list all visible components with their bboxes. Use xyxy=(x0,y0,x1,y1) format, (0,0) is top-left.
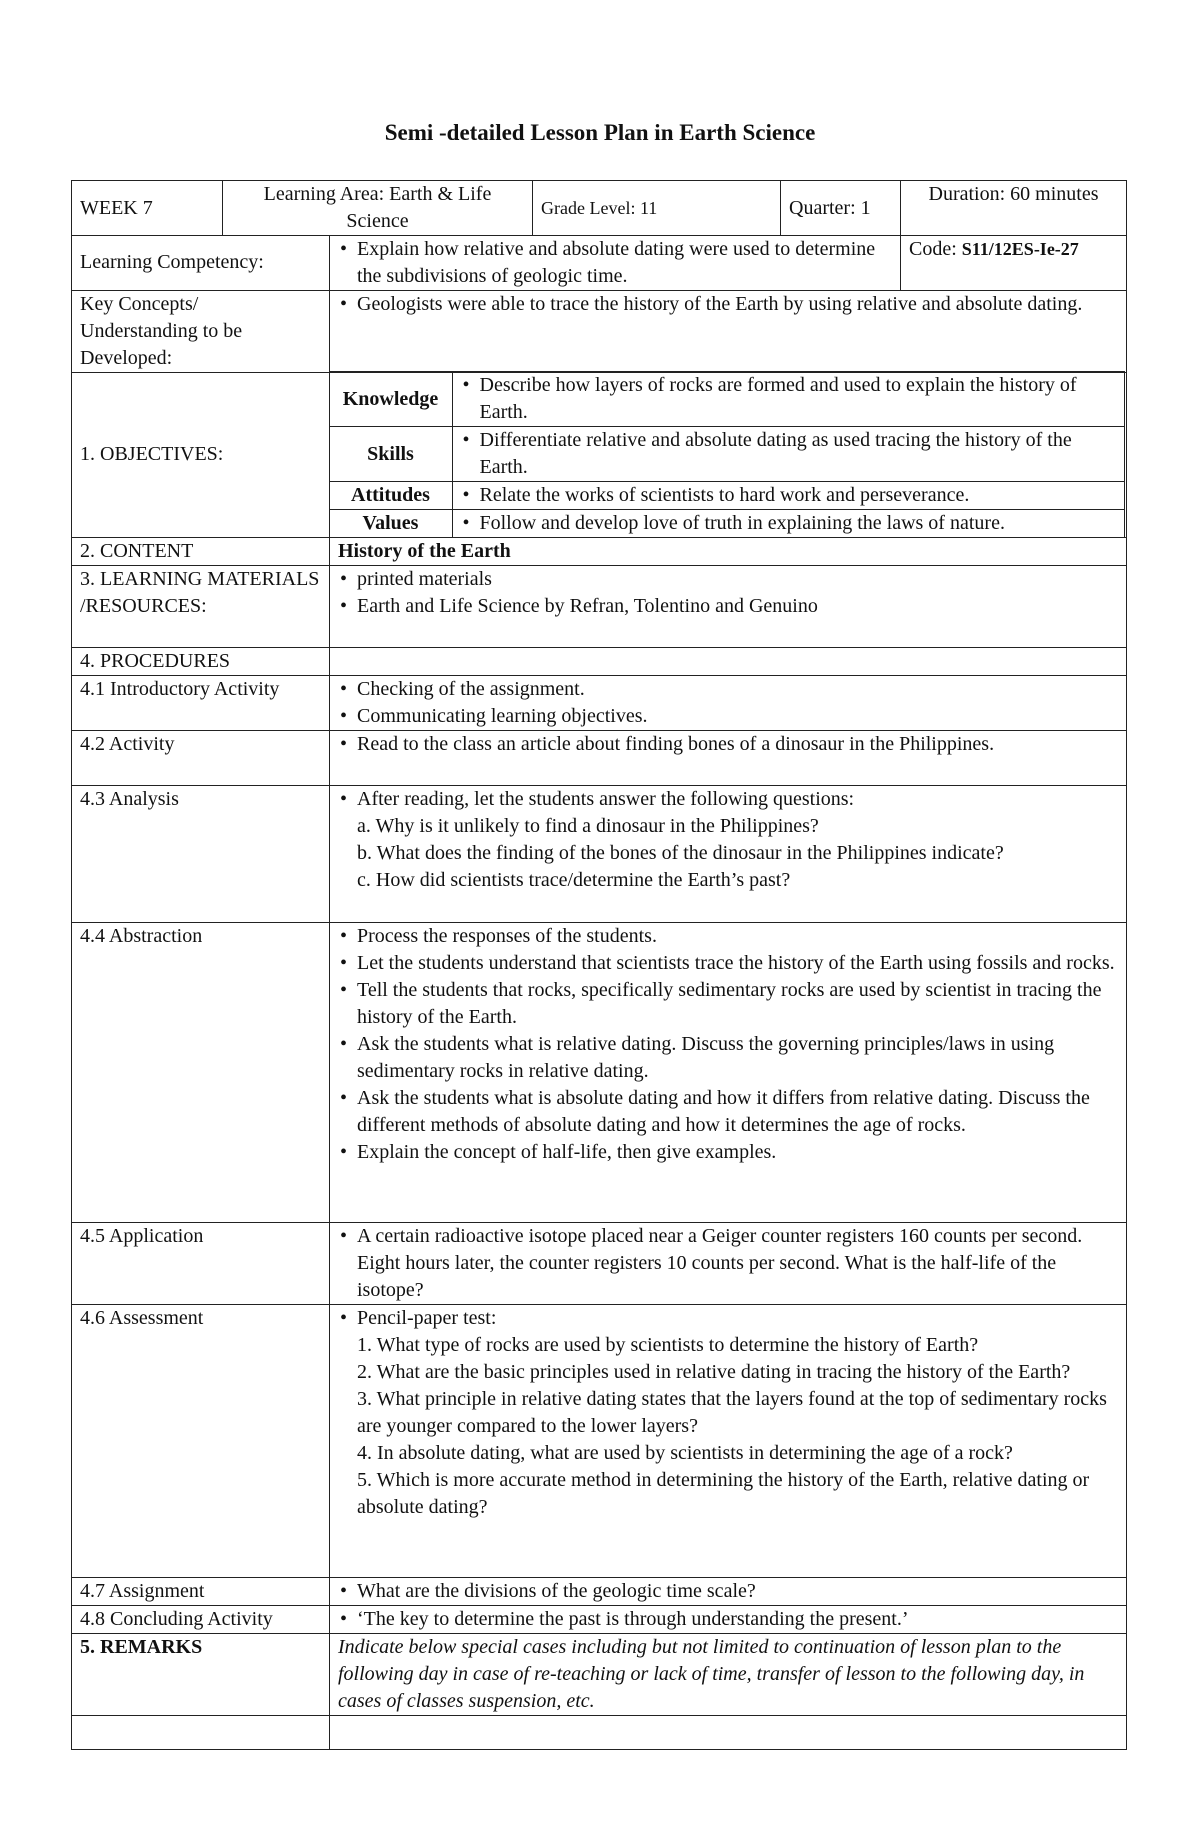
activity-label: 4.2 Activity xyxy=(72,730,330,785)
key-concepts-label: Key Concepts/ Understanding to be Developed: xyxy=(72,290,330,372)
assessment-label: 4.6 Assessment xyxy=(72,1304,330,1577)
objective-domain-skills: Skills xyxy=(329,427,452,482)
document-title: Semi -detailed Lesson Plan in Earth Science xyxy=(384,120,816,145)
concluding-item: • ‘The key to determine the past is through understanding the present.’ xyxy=(338,1606,1118,1633)
learning-area-cell: Learning Area: Earth & Life Science xyxy=(223,181,533,236)
objective-text-attitudes: • Relate the works of scientists to hard work and perseverance. xyxy=(461,482,1116,509)
assessment-question: 1. What type of rocks are used by scientists to determine the history of Earth? xyxy=(357,1333,979,1356)
remarks-empty-left xyxy=(72,1715,330,1749)
code-cell xyxy=(901,235,1127,290)
abstraction-item: • Let the students understand that scientists trace the history of the Earth using fossils and rocks. xyxy=(338,950,1118,977)
assessment-question: 3. What principle in relative dating states that the layers found at the top of sedimentary rocks are younger compared to the lower layers? xyxy=(357,1387,1107,1437)
objective-text-skills: • Differentiate relative and absolute dating as used tracing the history of the Earth. xyxy=(461,427,1116,481)
intro-item: • Checking of the assignment. xyxy=(338,676,1118,703)
assessment-question: 2. What are the basic principles used in relative dating in tracing the history of the Earth? xyxy=(357,1360,1071,1383)
code-label: Code: xyxy=(909,237,957,260)
procedures-empty xyxy=(330,647,1127,675)
objective-domain-knowledge: Knowledge xyxy=(329,372,452,427)
materials-item: • printed materials xyxy=(338,566,1118,593)
materials-item: • Earth and Life Science by Refran, Tolentino and Genuino xyxy=(338,593,1118,620)
assessment-question: 5. Which is more accurate method in determining the history of the Earth, relative dating or absolute dating? xyxy=(357,1468,1090,1518)
objectives-table xyxy=(329,371,1125,538)
materials-label: 3. LEARNING MATERIALS /RESOURCES: xyxy=(72,565,330,647)
application-label: 4.5 Application xyxy=(72,1222,330,1304)
intro-label: 4.1 Introductory Activity xyxy=(72,675,330,730)
abstraction-item: • Explain the concept of half-life, then give examples. xyxy=(338,1139,1118,1166)
analysis-lead: • After reading, let the students answer the following questions: xyxy=(338,786,1118,813)
assignment-label: 4.7 Assignment xyxy=(72,1577,330,1605)
abstraction-item: • Ask the students what is absolute dating and how it differs from relative dating. Discuss the different methods of absolute dating and how it determines the age of rocks. xyxy=(338,1085,1118,1139)
remarks-label: 5. REMARKS xyxy=(72,1633,330,1715)
abstraction-item: • Process the responses of the students. xyxy=(338,923,1118,950)
assignment-item: • What are the divisions of the geologic time scale? xyxy=(338,1578,1118,1605)
remarks-text: Indicate below special cases including but not limited to continuation of lesson plan to the following day in case of re-teaching or lack of time, transfer of lesson to the following day, in cases of classes suspension, etc. xyxy=(330,1633,1127,1715)
abstraction-item: • Tell the students that rocks, specifically sedimentary rocks are used by scientist in tracing the history of the Earth. xyxy=(338,977,1118,1031)
intro-item: • Communicating learning objectives. xyxy=(338,703,1118,730)
concluding-label: 4.8 Concluding Activity xyxy=(72,1605,330,1633)
competency-text: • Explain how relative and absolute dating were used to determine the subdivisions of geologic time. xyxy=(338,236,892,290)
analysis-label: 4.3 Analysis xyxy=(72,785,330,922)
objective-domain-attitudes: Attitudes xyxy=(329,482,452,510)
activity-item: • Read to the class an article about finding bones of a dinosaur in the Philippines. xyxy=(338,731,1118,758)
key-concepts-text: • Geologists were able to trace the history of the Earth by using relative and absolute dating. xyxy=(338,291,1118,318)
quarter-cell: Quarter: 1 xyxy=(781,181,901,236)
analysis-question: c. How did scientists trace/determine the Earth’s past? xyxy=(357,868,791,891)
content-label: 2. CONTENT xyxy=(72,537,330,565)
lesson-plan-table xyxy=(71,180,1126,1750)
analysis-question: a. Why is it unlikely to find a dinosaur in the Philippines? xyxy=(357,814,819,837)
duration-cell: Duration: 60 minutes xyxy=(901,181,1127,236)
application-item: • A certain radioactive isotope placed near a Geiger counter registers 160 counts per second. Eight hours later, the counter registers 10 counts per second. What is the half-life of the isotope? xyxy=(338,1223,1118,1304)
objective-text-values: • Follow and develop love of truth in explaining the laws of nature. xyxy=(461,510,1116,537)
objective-text-knowledge: • Describe how layers of rocks are formed and used to explain the history of Earth. xyxy=(461,372,1116,426)
remarks-empty-right xyxy=(330,1715,1127,1749)
competency-label: Learning Competency: xyxy=(72,235,330,290)
procedures-label: 4. PROCEDURES xyxy=(72,647,330,675)
header-table xyxy=(71,180,1127,236)
objectives-label: 1. OBJECTIVES: xyxy=(72,372,330,537)
body-table xyxy=(71,235,1127,1750)
code-value: S11/12ES-Ie-27 xyxy=(961,238,1079,259)
abstraction-label: 4.4 Abstraction xyxy=(72,922,330,1222)
week-cell: WEEK 7 xyxy=(72,181,223,236)
assessment-question: 4. In absolute dating, what are used by scientists in determining the age of a rock? xyxy=(357,1441,1013,1464)
content-text: History of the Earth xyxy=(330,537,1127,565)
grade-level-cell: Grade Level: 11 xyxy=(533,181,781,236)
objective-domain-values: Values xyxy=(329,510,452,538)
analysis-question: b. What does the finding of the bones of the dinosaur in the Philippines indicate? xyxy=(357,841,1004,864)
assessment-lead: • Pencil-paper test: xyxy=(338,1305,1118,1332)
abstraction-item: • Ask the students what is relative dating. Discuss the governing principles/laws in using sedimentary rocks in relative dating. xyxy=(338,1031,1118,1085)
